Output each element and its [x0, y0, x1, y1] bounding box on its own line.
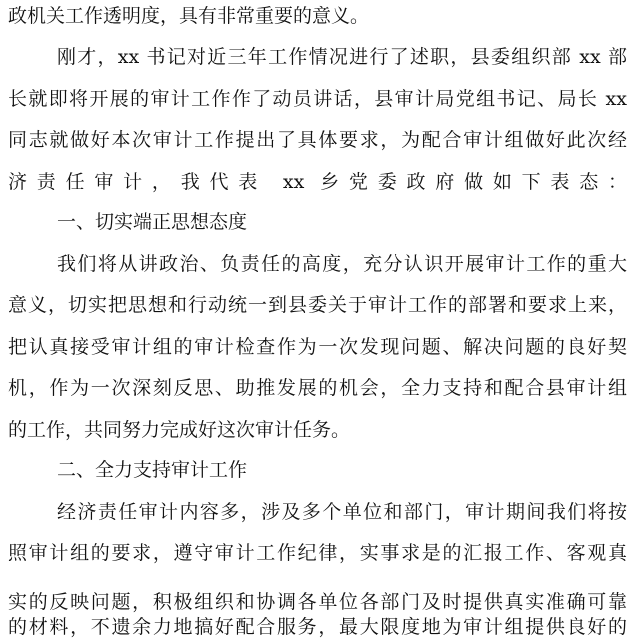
text-line — [0, 589, 640, 615]
text-line-content: 意义，切实把思想和行动统一到县委关于审计工作的部署和要求上来， — [8, 294, 627, 316]
text-line — [0, 251, 640, 277]
text-line-content: 刚才，xx 书记对近三年工作情况进行了述职，县委组织部 xx 部 — [57, 46, 627, 68]
text-line-content: 济责任审计，我代表 xx 乡党委政府做如下表态： — [8, 171, 627, 193]
text-line — [0, 44, 640, 70]
section-heading — [0, 209, 640, 235]
text-line-content: 的工作，共同努力完成好这次审计任务。 — [8, 419, 351, 441]
text-line — [0, 375, 640, 401]
section-heading-text: 一、切实端正思想态度 — [57, 211, 248, 233]
text-line-content: 的材料，不遗余力地搞好配合服务，最大限度地为审计组提供良好的 — [8, 616, 627, 638]
text-line-content: 经济责任审计内容多，涉及多个单位和部门，审计期间我们将按 — [57, 501, 627, 523]
text-line-content: 机，作为一次深刻反思、助推发展的机会，全力支持和配合县审计组 — [8, 377, 627, 399]
text-line — [0, 614, 640, 640]
text-line-content: 照审计组的要求，遵守审计工作纪律，实事求是的汇报工作、客观真 — [8, 542, 627, 564]
text-line — [0, 127, 640, 153]
text-line — [0, 3, 640, 29]
text-line — [0, 169, 640, 195]
text-line — [0, 86, 640, 112]
text-line — [0, 292, 640, 318]
text-line-content: 政机关工作透明度，具有非常重要的意义。 — [8, 5, 370, 27]
text-line — [0, 334, 640, 360]
text-line — [0, 540, 640, 566]
section-heading-text: 二、全力支持审计工作 — [57, 459, 248, 481]
text-line-content: 实的反映问题，积极组织和协调各单位各部门及时提供真实准确可靠 — [8, 591, 627, 613]
text-line-content: 我们将从讲政治、负责任的高度，充分认识开展审计工作的重大 — [57, 253, 627, 275]
text-line-content: 同志就做好本次审计工作提出了具体要求，为配合审计组做好此次经 — [8, 129, 627, 151]
text-line — [0, 499, 640, 525]
text-line-content: 把认真接受审计组的审计检查作为一次发现问题、解决问题的良好契 — [8, 336, 627, 358]
text-line-content: 长就即将开展的审计工作作了动员讲话，县审计局党组书记、局长 xx — [8, 88, 627, 110]
text-line — [0, 417, 640, 443]
section-heading — [0, 457, 640, 483]
